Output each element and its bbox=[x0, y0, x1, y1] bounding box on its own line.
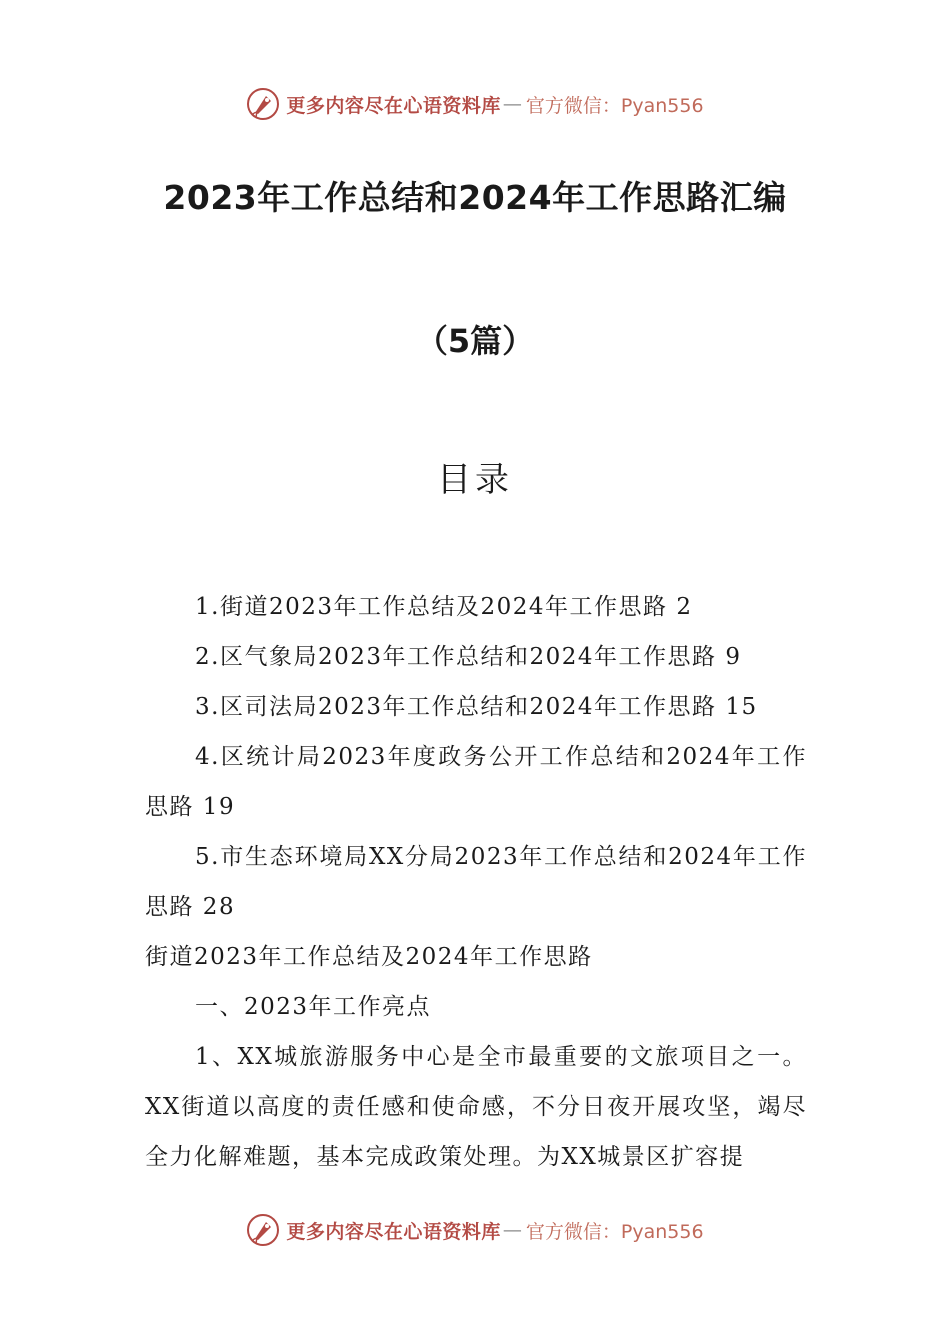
toc-entry-2[interactable]: 2.区气象局2023年工作总结和2024年工作思路 9 bbox=[195, 644, 742, 670]
pen-nib-logo-icon bbox=[246, 1213, 280, 1247]
body-paragraph: 1、XX城旅游服务中心是全市最重要的文旅项目之一。XX街道以高度的责任感和使命感，不分日夜开展攻坚，竭尽全力化解难题，基本完成政策处理。为XX城景区扩容提 bbox=[145, 1044, 807, 1170]
banner-wechat: 官方微信：Pyan556 bbox=[525, 94, 704, 117]
pen-nib-logo-icon bbox=[246, 87, 280, 121]
toc-entry-4[interactable]: 4.区统计局2023年度政务公开工作总结和2024年工作思路 19 bbox=[145, 744, 807, 820]
section-heading: 一、2023年工作亮点 bbox=[195, 994, 432, 1020]
document-subtitle: （5篇） bbox=[415, 322, 535, 360]
header-banner bbox=[0, 82, 950, 126]
toc-heading: 目录 bbox=[437, 460, 513, 500]
banner-dash: — bbox=[502, 93, 522, 115]
footer-banner bbox=[0, 1208, 950, 1252]
banner-wechat: 官方微信：Pyan556 bbox=[525, 1220, 704, 1243]
toc-entry-1[interactable]: 1.街道2023年工作总结及2024年工作思路 2 bbox=[195, 594, 693, 620]
banner-dash: — bbox=[502, 1219, 522, 1241]
banner-text: 更多内容尽在心语资料库 bbox=[286, 1220, 501, 1243]
section-title: 街道2023年工作总结及2024年工作思路 bbox=[145, 944, 593, 970]
toc-entry-3[interactable]: 3.区司法局2023年工作总结和2024年工作思路 15 bbox=[195, 694, 758, 720]
document-title: 2023年工作总结和2024年工作思路汇编 bbox=[163, 178, 787, 217]
document-body bbox=[145, 582, 807, 1182]
banner-text: 更多内容尽在心语资料库 bbox=[286, 94, 501, 117]
toc-entry-5[interactable]: 5.市生态环境局XX分局2023年工作总结和2024年工作思路 28 bbox=[145, 844, 807, 920]
